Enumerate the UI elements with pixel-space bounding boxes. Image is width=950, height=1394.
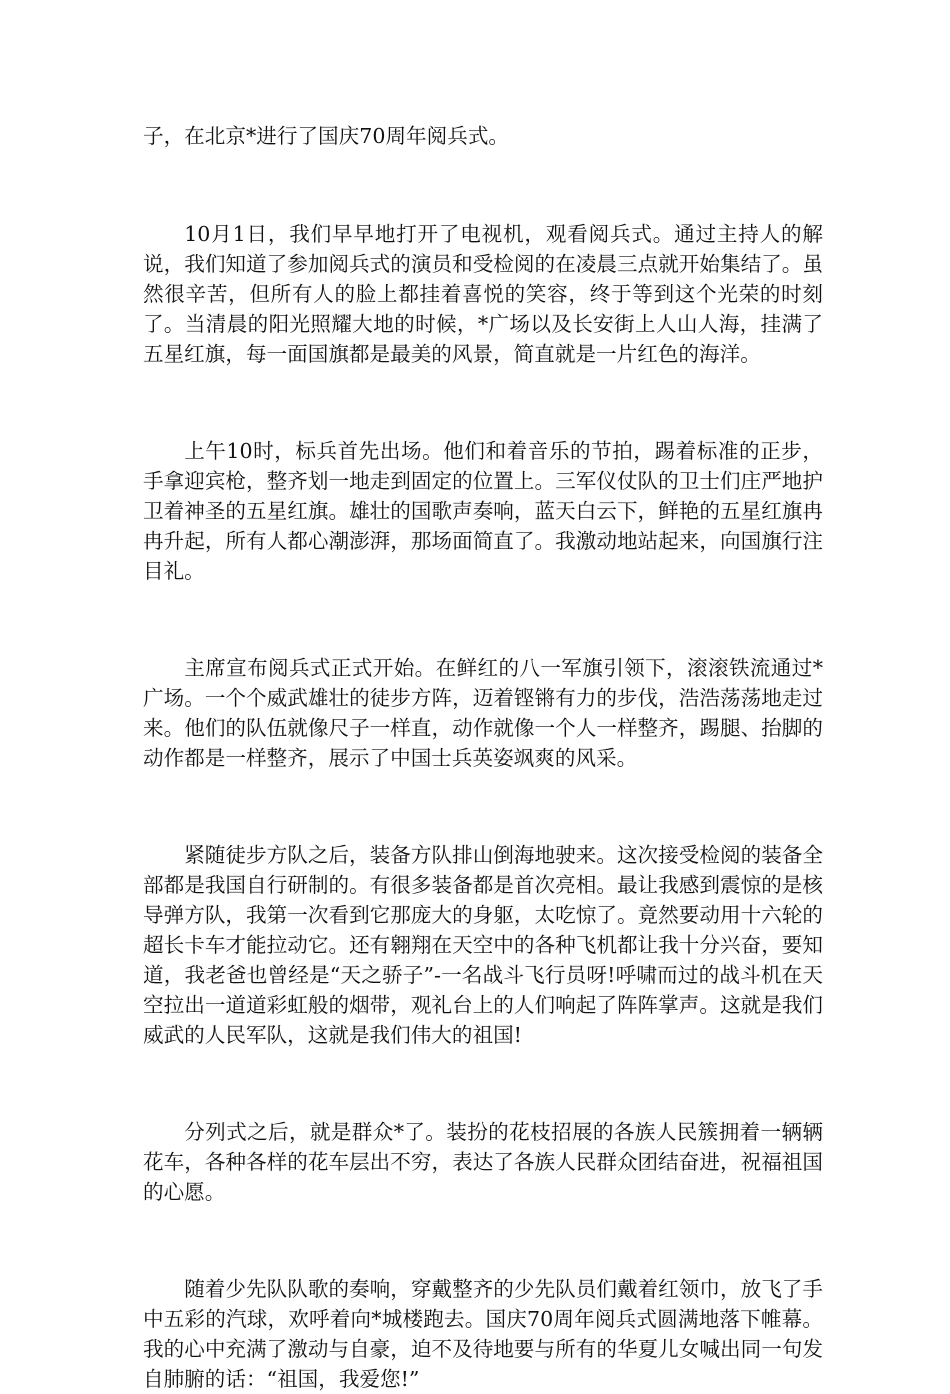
paragraph-7: 随着少先队队歌的奏响，穿戴整齐的少先队员们戴着红领巾，放飞了手中五彩的汽球，欢呼着向*城楼跑去。国庆70周年阅兵式圆满地落下帷幕。我的心中充满了激动与自豪，迫不及待地要与所有的华夏儿女喊出同一句发自肺腑的话：“祖国，我爱您!” xyxy=(143,1277,823,1391)
paragraph-1: 子，在北京*进行了国庆70周年阅兵式。 xyxy=(143,124,509,148)
paragraph-5: 紧随徒步方队之后，装备方队排山倒海地驶来。这次接受检阅的装备全部都是我国自行研制的。有很多装备都是首次亮相。最让我感到震惊的是核导弹方队，我第一次看到它那庞大的身躯，太吃惊了。竟然要动用十六轮的超长卡车才能拉动它。还有翱翔在天空中的各种飞机都让我十分兴奋，要知道，我老爸也曾经是“天之骄子”-一名战斗飞行员呀!呼啸而过的战斗机在天空拉出一道道彩虹般的烟带，观礼台上的人们响起了阵阵掌声。这就是我们威武的人民军队，这就是我们伟大的祖国! xyxy=(143,843,823,1047)
document-page xyxy=(143,121,823,1394)
paragraph-2: 10月1日，我们早早地打开了电视机，观看阅兵式。通过主持人的解说，我们知道了参加阅兵式的演员和受检阅的在凌晨三点就开始集结了。虽然很辛苦，但所有人的脸上都挂着喜悦的笑容，终于等到这个光荣的时刻了。当清晨的阳光照耀大地的时候，*广场以及长安街上人山人海，挂满了五星红旗，每一面国旗都是最美的风景，简直就是一片红色的海洋。 xyxy=(143,222,823,366)
paragraph-3: 上午10时，标兵首先出场。他们和着音乐的节拍，踢着标准的正步，手拿迎宾枪，整齐划一地走到固定的位置上。三军仪仗队的卫士们庄严地护卫着神圣的五星红旗。雄壮的国歌声奏响，蓝天白云下，鲜艳的五星红旗冉冉升起，所有人都心潮澎湃，那场面简直了。我激动地站起来，向国旗行注目礼。 xyxy=(143,439,823,583)
paragraph-6: 分列式之后，就是群众*了。装扮的花枝招展的各族人民簇拥着一辆辆花车，各种各样的花车层出不穷，表达了各族人民群众团结奋进，祝福祖国的心愿。 xyxy=(143,1120,823,1204)
paragraph-4: 主席宣布阅兵式正式开始。在鲜红的八一军旗引领下，滚滚铁流通过*广场。一个个威武雄壮的徒步方阵，迈着铿锵有力的步伐，浩浩荡荡地走过来。他们的队伍就像尺子一样直，动作就像一个人一样整齐，踢腿、抬脚的动作都是一样整齐，展示了中国士兵英姿飒爽的风采。 xyxy=(143,656,823,770)
